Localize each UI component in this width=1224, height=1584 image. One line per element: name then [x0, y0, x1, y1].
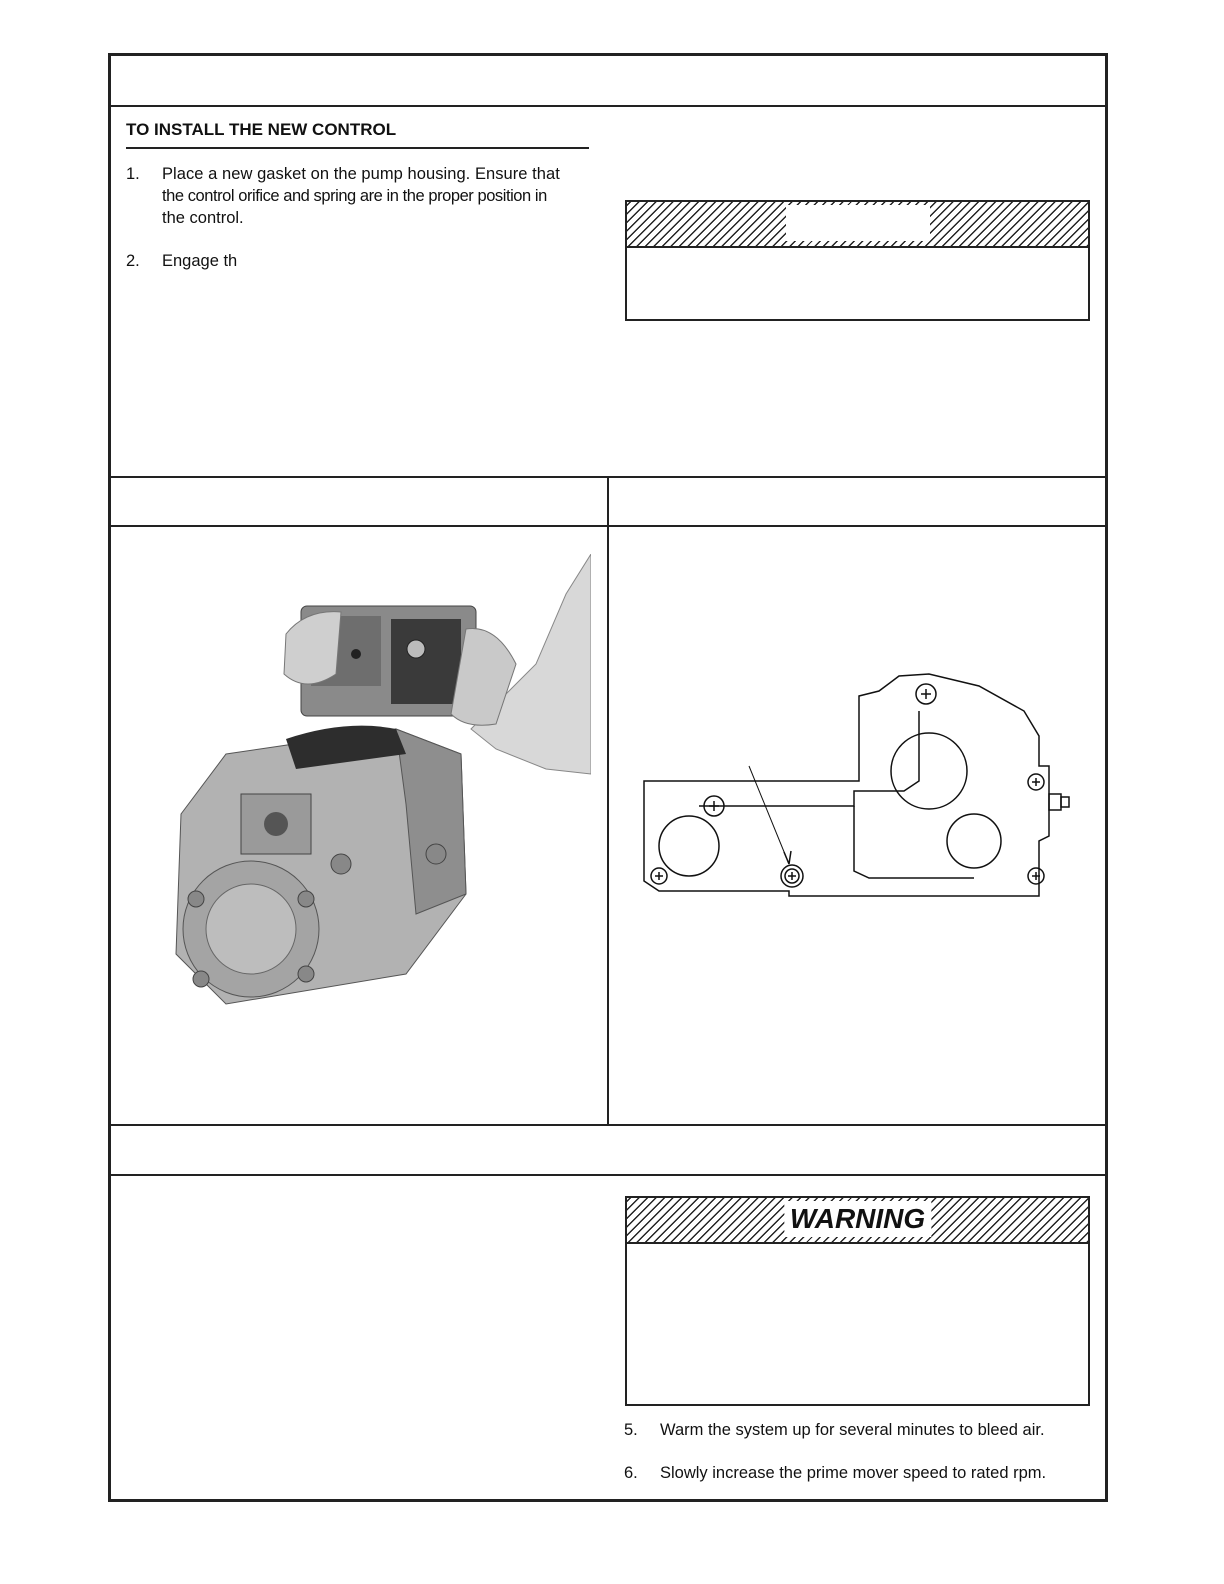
figure-divider: [607, 476, 609, 1124]
step-line: Place a new gasket on the pump housing. Ensure that: [162, 165, 560, 183]
caution-box: [625, 200, 1090, 321]
warning-label: WARNING: [784, 1201, 931, 1237]
header-rule: [111, 105, 1105, 107]
warning-box-header: [627, 1198, 1088, 1244]
warning-box: [625, 1196, 1090, 1406]
caution-label-area: [786, 205, 930, 241]
step-number: 1.: [126, 165, 140, 183]
lower-section-rule: [111, 1174, 1105, 1176]
step-line: the control.: [162, 209, 244, 227]
step-2: [126, 250, 596, 274]
step-line: the control orifice and spring are in the proper position in: [162, 187, 547, 205]
bolt-pattern-drawing: [639, 666, 1079, 906]
step-number: 2.: [126, 252, 140, 270]
step-5: [624, 1419, 1094, 1443]
pump-control-photo: [166, 554, 591, 1006]
page-frame: [108, 53, 1108, 1502]
section-title: TO INSTALL THE NEW CONTROL: [126, 120, 589, 149]
step-text: Slowly increase the prime mover speed to rated rpm.: [660, 1464, 1047, 1482]
step-number: 6.: [624, 1464, 638, 1482]
step-6: [624, 1462, 1094, 1486]
step-line: Engage th: [162, 252, 238, 270]
step-number: 5.: [624, 1421, 638, 1439]
step-text: Warm the system up for several minutes to bleed air.: [660, 1421, 1045, 1439]
step-1: [126, 163, 596, 233]
figure-bottom-rule: [111, 1124, 1105, 1126]
caution-box-header: [627, 202, 1088, 248]
